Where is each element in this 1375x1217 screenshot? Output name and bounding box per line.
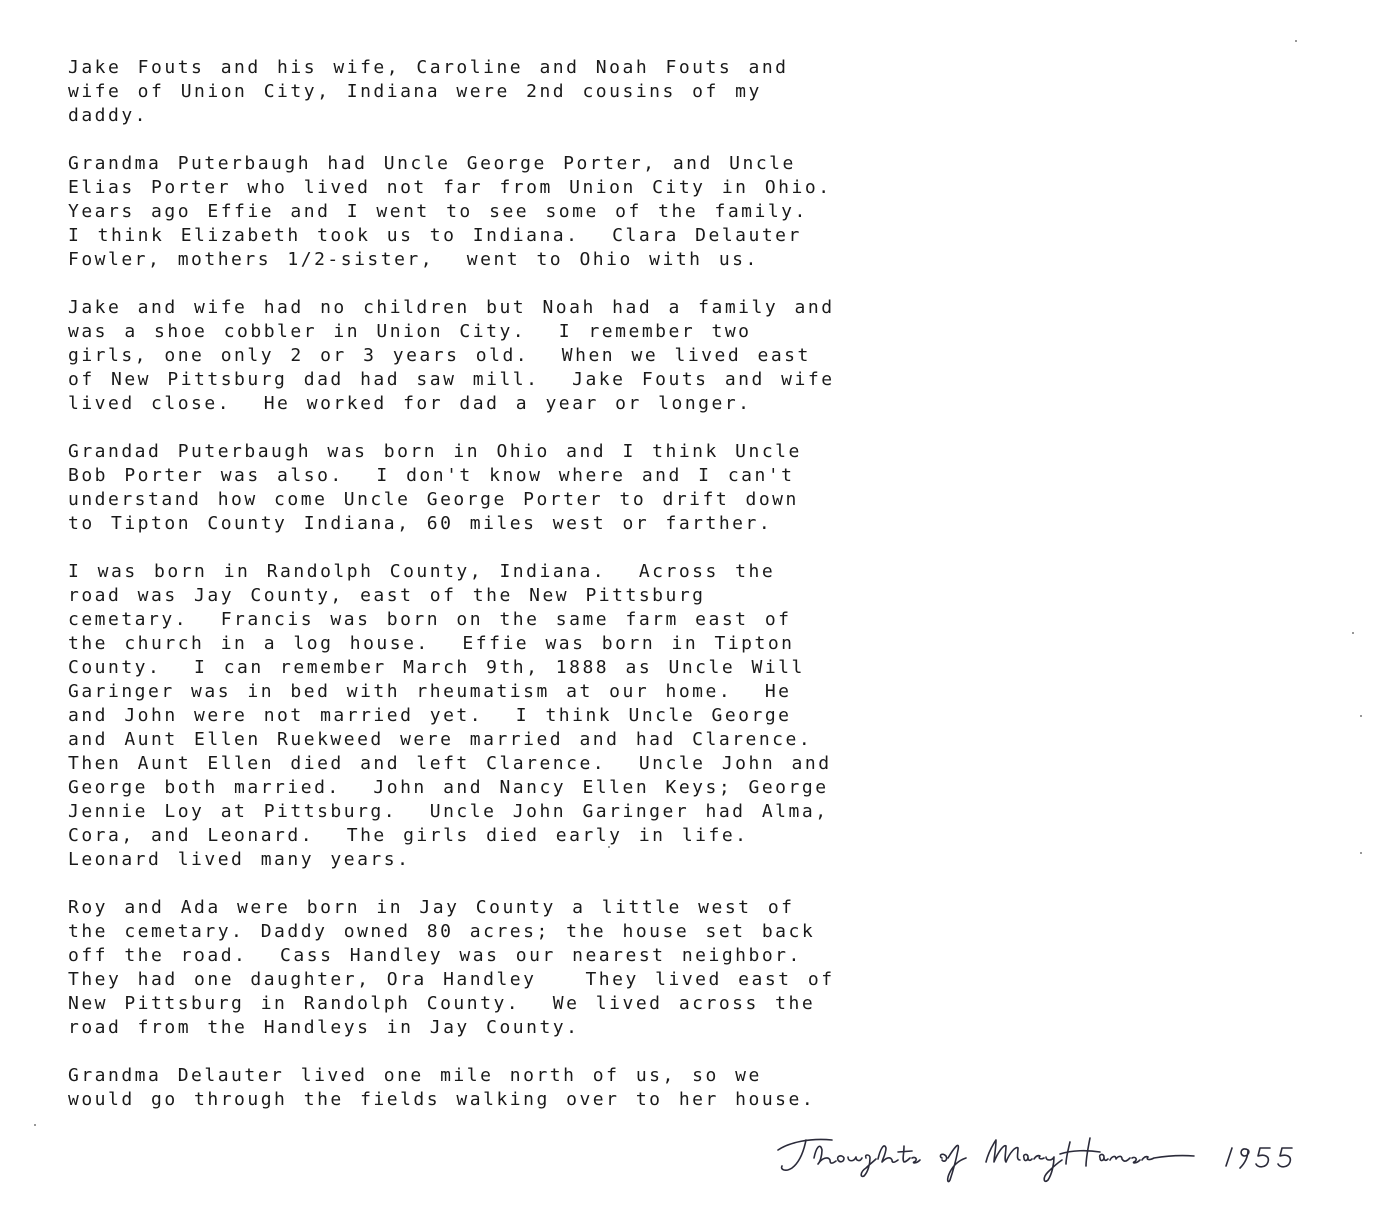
text-line: wife of Union City, Indiana were 2nd cousins of my bbox=[68, 81, 762, 102]
paragraph bbox=[68, 560, 1078, 872]
text-line: George both married. John and Nancy Ellen Keys; George bbox=[68, 777, 829, 798]
text-line: Years ago Effie and I went to see some of the family. bbox=[68, 201, 808, 222]
paragraph bbox=[68, 440, 1078, 536]
text-line: understand how come Uncle George Porter to drift down bbox=[68, 489, 799, 510]
paragraph bbox=[68, 296, 1078, 416]
text-line: County. I can remember March 9th, 1888 as Uncle Will bbox=[68, 657, 805, 678]
text-line: of New Pittsburg dad had saw mill. Jake Fouts and wife bbox=[68, 369, 835, 390]
paragraph bbox=[68, 896, 1078, 1040]
text-line: was a shoe cobbler in Union City. I remember two bbox=[68, 321, 752, 342]
paragraph bbox=[68, 56, 1078, 128]
text-line: They had one daughter, Ora Handley They lived east of bbox=[68, 969, 835, 990]
text-line: Fowler, mothers 1/2-sister, went to Ohio with us. bbox=[68, 249, 759, 270]
scan-speck bbox=[1360, 852, 1362, 854]
text-line: Elias Porter who lived not far from Union City in Ohio. bbox=[68, 177, 832, 198]
scan-speck bbox=[608, 846, 610, 848]
text-line: Grandma Delauter lived one mile north of us, so we bbox=[68, 1065, 762, 1086]
text-line: I was born in Randolph County, Indiana. Across the bbox=[68, 561, 776, 582]
text-line: Cora, and Leonard. The girls died early in life. bbox=[68, 825, 749, 846]
scan-speck bbox=[34, 1124, 36, 1126]
text-line: Leonard lived many years. bbox=[68, 849, 411, 870]
text-line: cemetary. Francis was born on the same farm east of bbox=[68, 609, 792, 630]
text-line: to Tipton County Indiana, 60 miles west or farther. bbox=[68, 513, 773, 534]
paragraph bbox=[68, 152, 1078, 272]
text-line: Then Aunt Ellen died and left Clarence. Uncle John and bbox=[68, 753, 832, 774]
text-line: and Aunt Ellen Ruekweed were married and had Clarence. bbox=[68, 729, 813, 750]
typed-letter-body bbox=[68, 56, 1078, 1136]
signature-handwriting bbox=[770, 1128, 1330, 1188]
text-line: New Pittsburg in Randolph County. We lived across the bbox=[68, 993, 816, 1014]
text-line: Bob Porter was also. I don't know where and I can't bbox=[68, 465, 795, 486]
paragraph bbox=[68, 1064, 1078, 1112]
text-line: lived close. He worked for dad a year or longer. bbox=[68, 393, 752, 414]
text-line: Roy and Ada were born in Jay County a little west of bbox=[68, 897, 795, 918]
scan-speck bbox=[1295, 40, 1297, 42]
scan-speck bbox=[1360, 715, 1362, 717]
text-line: road was Jay County, east of the New Pittsburg bbox=[68, 585, 706, 606]
text-line: Jake and wife had no children but Noah had a family and bbox=[68, 297, 835, 318]
scan-speck bbox=[1352, 632, 1354, 634]
text-line: Grandad Puterbaugh was born in Ohio and I think Uncle bbox=[68, 441, 802, 462]
text-line: would go through the fields walking over to her house. bbox=[68, 1089, 816, 1110]
text-line: Jennie Loy at Pittsburg. Uncle John Garinger had Alma, bbox=[68, 801, 829, 822]
text-line: and John were not married yet. I think Uncle George bbox=[68, 705, 792, 726]
text-line: I think Elizabeth took us to Indiana. Clara Delauter bbox=[68, 225, 802, 246]
handwritten-signature bbox=[770, 1128, 1330, 1188]
text-line: the church in a log house. Effie was born in Tipton bbox=[68, 633, 795, 654]
text-line: Jake Fouts and his wife, Caroline and Noah Fouts and bbox=[68, 57, 789, 78]
text-line: girls, one only 2 or 3 years old. When we lived east bbox=[68, 345, 811, 366]
text-line: daddy. bbox=[68, 105, 149, 126]
text-line: the cemetary. Daddy owned 80 acres; the house set back bbox=[68, 921, 816, 942]
text-line: Grandma Puterbaugh had Uncle George Porter, and Uncle bbox=[68, 153, 796, 174]
text-line: road from the Handleys in Jay County. bbox=[68, 1017, 580, 1038]
text-line: Garinger was in bed with rheumatism at our home. He bbox=[68, 681, 792, 702]
text-line: off the road. Cass Handley was our nearest neighbor. bbox=[68, 945, 802, 966]
